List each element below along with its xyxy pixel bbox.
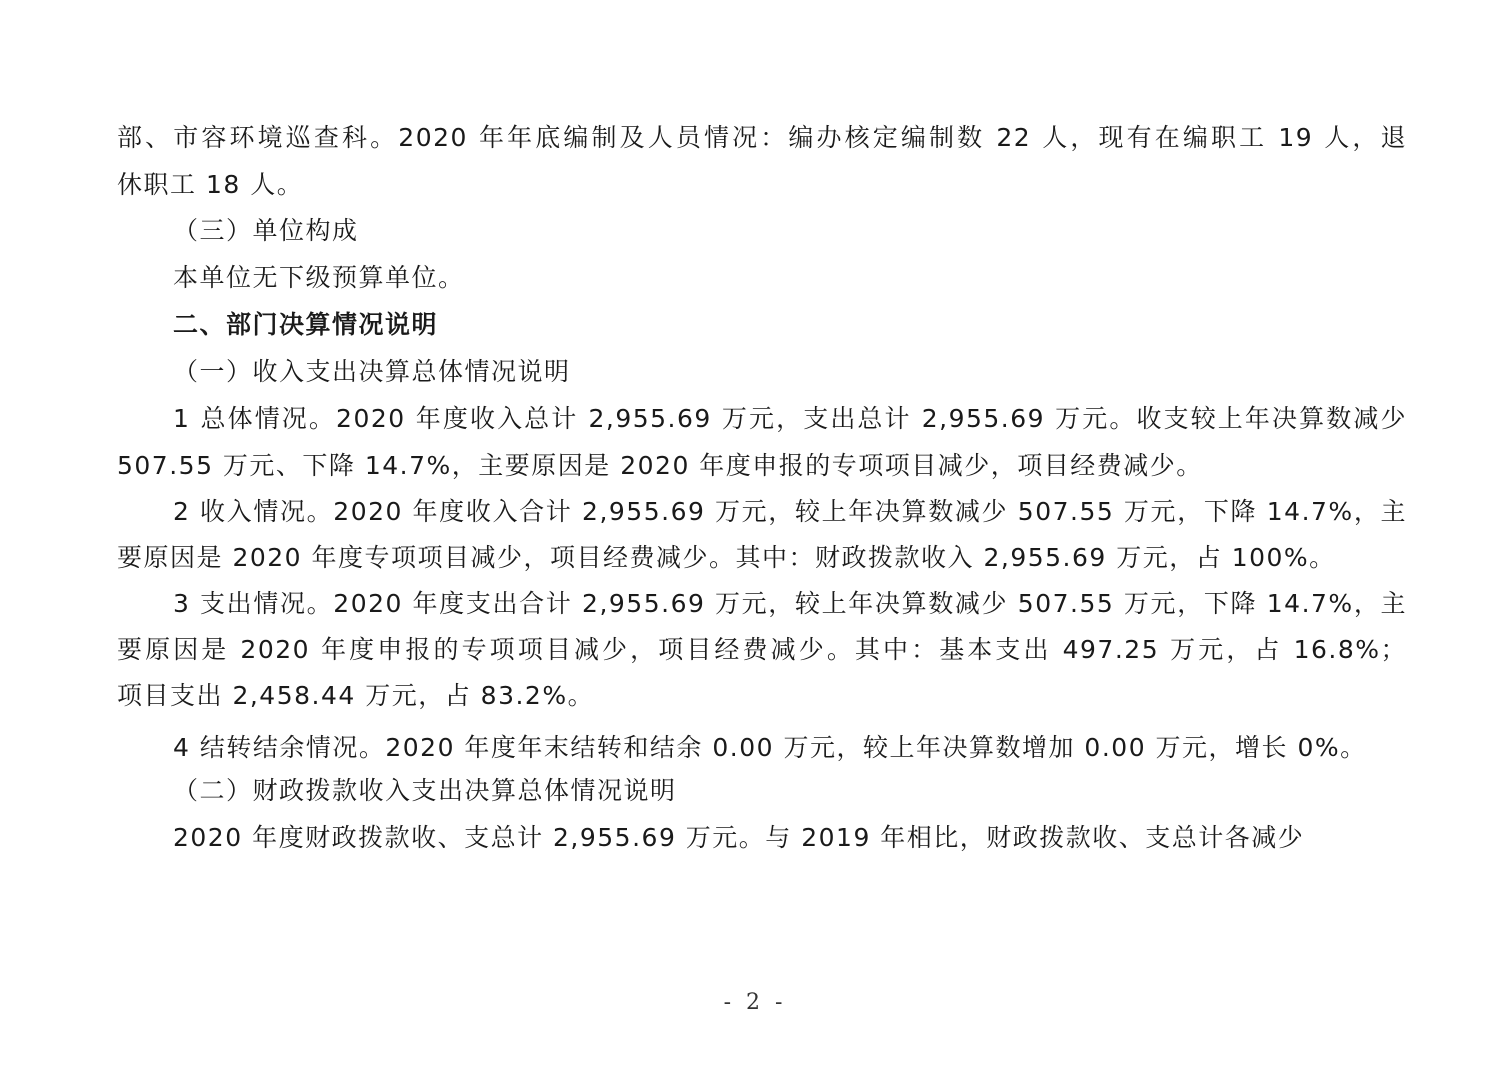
section-heading-income-expense: （一）收入支出决算总体情况说明	[173, 357, 571, 386]
paragraph-line-1: 部、市容环境巡查科。2020 年年底编制及人员情况：编办核定编制数 22 人，现有在编职工 19 人，退	[117, 123, 1407, 152]
section-heading-unit-composition: （三）单位构成	[173, 216, 359, 245]
paragraph-line-9: 要原因是 2020 年度申报的专项项目减少，项目经费减少。其中：基本支出 497.25 万元，占 16.8%；	[117, 635, 1407, 664]
paragraph-line-11: 4 结转结余情况。2020 年度年末结转和结余 0.00 万元，较上年决算数增加 0.00 万元，增长 0%。	[173, 733, 1367, 762]
paragraph-line-3: 本单位无下级预算单位。	[173, 263, 465, 292]
paragraph-line-12: 2020 年度财政拨款收、支总计 2,955.69 万元。与 2019 年相比，财政拨款收、支总计各减少	[173, 823, 1305, 852]
paragraph-line-4: 1 总体情况。2020 年度收入总计 2,955.69 万元，支出总计 2,955.69 万元。收支较上年决算数减少	[173, 404, 1407, 433]
paragraph-line-10: 项目支出 2,458.44 万元，占 83.2%。	[117, 681, 595, 710]
chapter-heading-final-accounts: 二、部门决算情况说明	[173, 310, 439, 339]
section-heading-fiscal-appropriation: （二）财政拨款收入支出决算总体情况说明	[173, 776, 677, 805]
paragraph-line-6: 2 收入情况。2020 年度收入合计 2,955.69 万元，较上年决算数减少 507.55 万元，下降 14.7%，主	[173, 497, 1407, 526]
paragraph-line-8: 3 支出情况。2020 年度支出合计 2,955.69 万元，较上年决算数减少 507.55 万元，下降 14.7%，主	[173, 589, 1407, 618]
paragraph-line-2: 休职工 18 人。	[117, 170, 304, 199]
paragraph-line-7: 要原因是 2020 年度专项项目减少，项目经费减少。其中：财政拨款收入 2,955.69 万元，占 100%。	[117, 543, 1336, 572]
paragraph-line-5: 507.55 万元、下降 14.7%，主要原因是 2020 年度申报的专项项目减少，项目经费减少。	[117, 451, 1203, 480]
page-number: - 2 -	[723, 990, 787, 1015]
